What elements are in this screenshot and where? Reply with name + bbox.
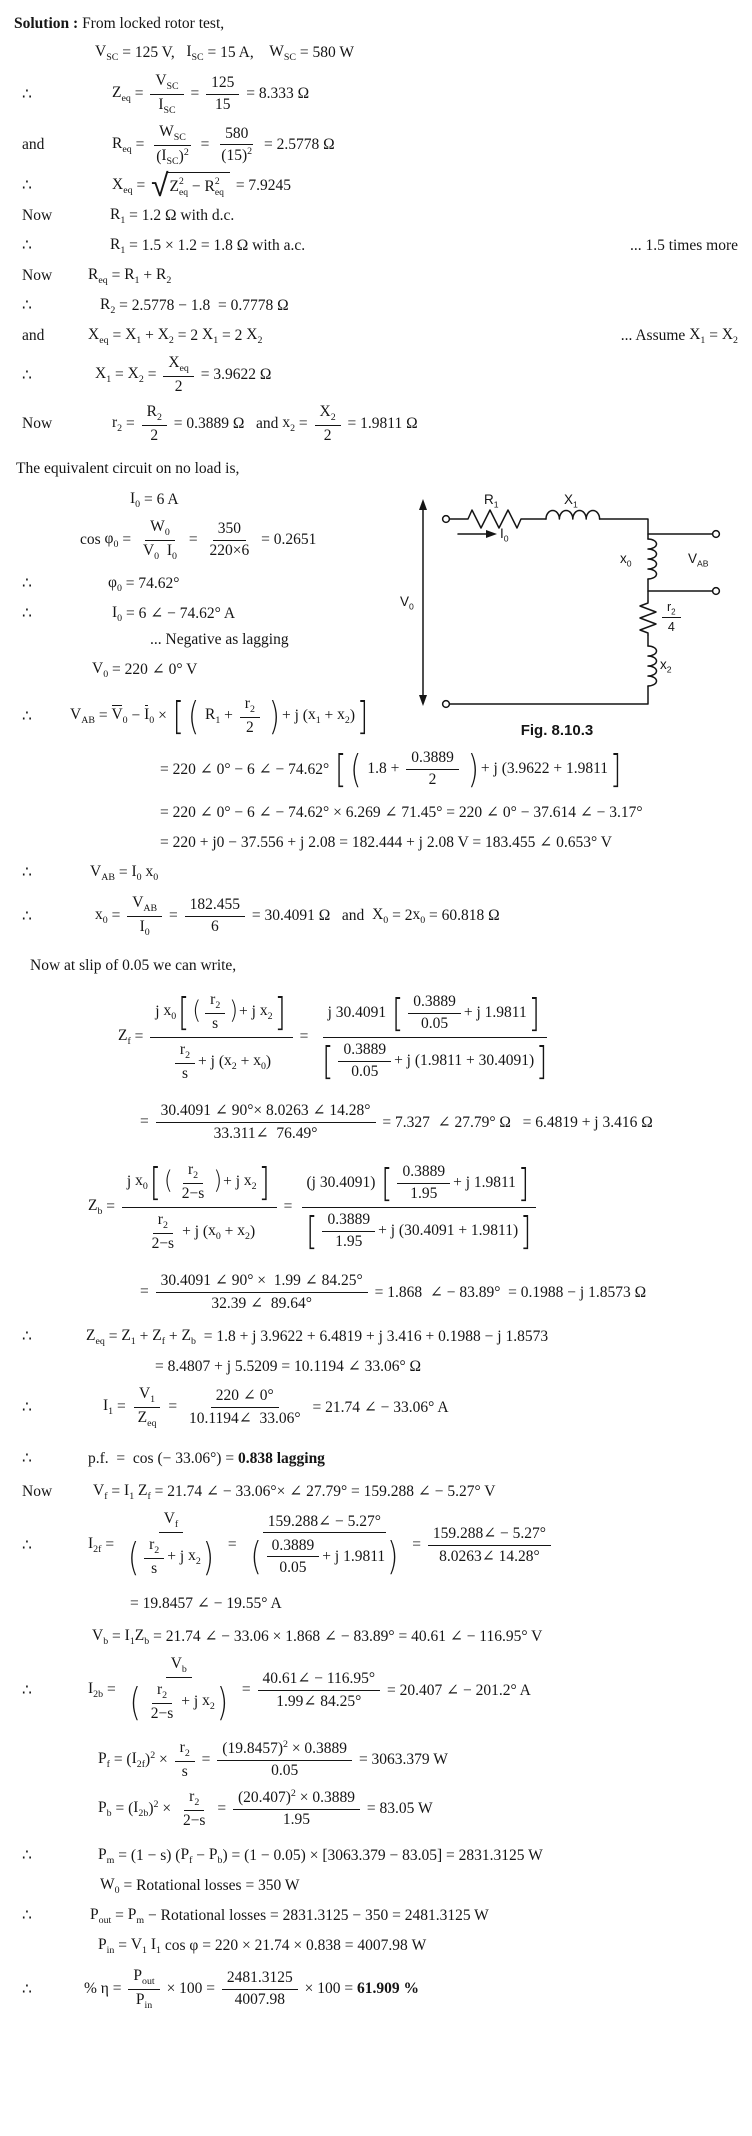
line-marker: and: [22, 136, 45, 154]
solution-line-6: [0, 232, 752, 259]
solution-line-31: [0, 1353, 752, 1380]
line-marker: Now: [22, 1482, 53, 1500]
line-content: $x_0$ = $\frac{V_{AB}}{I_0}$ = $\frac{182.455}{6}$ = 30.4091 Ω and $X_0$ = 2 $x_0$ = 60.818 Ω: [95, 894, 500, 939]
solution-line-3: [0, 121, 752, 169]
line-content: $I_1$ = $\frac{V_1}{Z_{eq}}$ = $\frac{220 \angle 0^\circ}{10.1194\angle 33.06^\circ}$ = 21.74 ∠ − 33.06° A: [103, 1385, 449, 1430]
line-content: $V_0$ = 220 ∠ 0° V: [92, 659, 198, 680]
solution-line-9: [0, 322, 752, 349]
inductor-x2: [648, 646, 657, 686]
line-content: $I_{2b}$ = $V_b$ ( $\frac{r_2}{2-s}$ + j $x_2$ ) = $\frac{40.61\angle - 116.95^\circ}{1.99\angle 84.25^\circ}$ = 20.407 ∠ − 201.2° A: [88, 1655, 531, 1725]
solution-line-4: [0, 168, 752, 205]
line-content: = 8.4807 + j 5.5209 = 10.1194 ∠ 33.06° Ω: [155, 1358, 422, 1376]
line-content: $\varphi_0$ = 74.62°: [108, 573, 180, 594]
solution-line-21: [0, 799, 752, 826]
line-content: % η = $\frac{P_{out}}{P_{in}}$ × 100 = $\frac{2481.3125}{4007.98}$ × 100 = 61.909 %: [84, 1967, 420, 2012]
line-content: $V_{AB}$ = $V_0$ − $I_0$ × [ ( $R_1$ + $\frac{r_2}{2}$ ) + j ( $x_1$ + $x_2$ ) ]: [70, 693, 369, 739]
line-marker: ∴: [22, 85, 32, 103]
line-content: $P_m$ = (1 − s) ( $P_f$ − $P_b$ ) = (1 − 0.05) × [3063.379 − 83.05] = 2831.3125 W: [98, 1845, 543, 1866]
line-content: $P_{in}$ = $V_1$ $I_1$ cos φ = 220 × 21.74 × 0.838 = 4007.98 W: [98, 1935, 427, 1956]
inductor-x1: [546, 511, 600, 520]
solution-line-44: [0, 1932, 752, 1959]
terminal-top-left: [443, 516, 450, 523]
line-content: $Z_f$ = j $x_0$ [ ( $\frac{r_2}{s}$ ) + j $x_2$ ] $\frac{r_2}{s}$ + j ( $x_2$ + $x_0$ ) = j 30.4091 [ $\frac{0.3889}{0.05}$ + j 1.9811 ] [ $\frac{0.3889}{0.05}$ + j (1.9811 + 30.4091) ]: [118, 989, 548, 1084]
line-marker: ∴: [22, 907, 32, 925]
i0-arrowhead: [486, 530, 497, 538]
solution-line-24: [0, 892, 752, 940]
line-marker: Now: [22, 206, 53, 224]
line-marker: ∴: [22, 366, 32, 384]
line-marker: ∴: [22, 1536, 32, 1554]
line-marker: ∴: [22, 1398, 32, 1416]
line-marker: ∴: [22, 237, 32, 255]
line-marker: ∴: [22, 575, 32, 593]
solution-line-10: [0, 352, 752, 398]
solution-line-43: [0, 1902, 752, 1929]
line-content: = $\frac{30.4091 \angle 90^\circ \times 1.99 \angle 84.25^\circ}{32.39 \angle 89.64^\circ}$ = 1.868 ∠ − 83.89° = 0.1988 − j 1.8573 Ω: [140, 1272, 647, 1313]
equivalent-circuit-figure: [398, 494, 730, 748]
label-r1: $R_1$: [484, 492, 499, 510]
line-marker: ∴: [22, 1847, 32, 1865]
solution-line-7: [0, 262, 752, 289]
solution-line-33: [0, 1445, 752, 1472]
solution-line-42: [0, 1872, 752, 1899]
solution-line-30: [0, 1323, 752, 1350]
label-r2by4: $\frac{r_2}{4}$: [660, 600, 683, 634]
resistor-r2by4: [640, 601, 656, 635]
solution-line-25: [0, 952, 752, 979]
line-content: = 19.8457 ∠ − 19.55° A: [130, 1595, 282, 1613]
line-content: $V_b$ = $I_1$ $Z_b$ = 21.74 ∠ − 33.06 × 1.868 ∠ − 83.89° = 40.61 ∠ − 116.95° V: [92, 1626, 543, 1647]
inductor-x0: [648, 539, 657, 579]
solution-line-37: [0, 1623, 752, 1650]
bottom-wire: [446, 686, 648, 704]
label-x1: $X_1$: [564, 492, 578, 510]
line-marker: ∴: [22, 605, 32, 623]
line-content: p.f. = cos (− 33.06°) = 0.838 lagging: [88, 1449, 325, 1467]
line-content: $I_{2f}$ = $V_f$ ( $\frac{r_2}{s}$ + j $x_2$ ) = 159.288∠ − 5.27° ( $\frac{0.3889}{0.05}$ + j 1.9811 ) = $\frac{159.288\angle - 5.27^\circ}{8.0263\angle 14.28^\circ}$: [0, 1508, 554, 1582]
line-marker: ∴: [22, 1328, 32, 1346]
line-content: $X_1$ = $X_2$ = $\frac{X_{eq}}{2}$ = 3.9622 Ω: [95, 354, 272, 396]
line-content: = $\frac{30.4091 \angle 90^\circ\times 8.0263 \angle 14.28^\circ}{33.311\angle 76.49^\circ}$ = 7.327 ∠ 27.79° Ω = 6.4819 + j 3.416 Ω: [140, 1102, 653, 1143]
solution-line-27: [0, 1099, 752, 1145]
solution-line-0: [0, 10, 752, 37]
line-content: $R_{eq}$ = $R_1$ + $R_2$: [88, 265, 172, 286]
line-content: $P_{out}$ = $P_m$ − Rotational losses = 2831.3125 − 350 = 2481.3125 W: [90, 1905, 489, 1926]
line-content: $P_f$ = ( $I_{2f}$ ) $^2$ × $\frac{r_2}{s}$ = (19.8457) $^2$ × 0.3889 0.05 = 3063.379 W: [98, 1739, 448, 1781]
terminal-b: [713, 588, 720, 595]
terminal-bottom-left: [443, 701, 450, 708]
solution-line-36: [0, 1590, 752, 1617]
terminal-a: [713, 531, 720, 538]
line-content: $W_0$ = Rotational losses = 350 W: [100, 1875, 300, 1896]
solution-line-38: [0, 1653, 752, 1727]
line-content: $R_1$ = 1.5 × 1.2 = 1.8 Ω with a.c.: [110, 235, 306, 256]
line-marker: ∴: [22, 1681, 32, 1699]
line-content: Now at slip of 0.05 we can write,: [30, 956, 237, 974]
solution-line-12: [0, 455, 752, 482]
solution-line-11: [0, 401, 752, 447]
v0-arrowhead-down: [419, 695, 427, 706]
solution-line-23: [0, 859, 752, 886]
line-content: $X_{eq}$ = $X_1$ + $X_2$ = 2 $X_1$ = 2 $X_2$: [88, 325, 263, 346]
line-content: = 220 ∠ 0° − 6 ∠ − 74.62° × 6.269 ∠ 71.45° = 220 ∠ 0° − 37.614 ∠ − 3.17°: [160, 804, 643, 822]
line-content: = 220 ∠ 0° − 6 ∠ − 74.62° [ ( 1.8 + $\frac{0.3889}{2}$ ) + j (3.9622 + 1.9811 ]: [160, 746, 622, 792]
solution-line-45: [0, 1965, 752, 2013]
label-i0: $I_0$: [500, 526, 509, 544]
line-marker: ∴: [22, 1450, 32, 1468]
label-v0: $V_0$: [400, 594, 414, 612]
solution-line-41: [0, 1842, 752, 1869]
line-content: $Z_{eq}$ = $\frac{V_{SC}}{I_{SC}}$ = $\frac{125}{15}$ = 8.333 Ω: [112, 72, 310, 117]
line-marker: ∴: [22, 177, 32, 195]
line-marker: ∴: [22, 297, 32, 315]
label-x2: $x_2$: [660, 657, 672, 675]
line-marker: ∴: [22, 1980, 32, 1998]
solution-line-28: [0, 1157, 752, 1257]
solution-line-22: [0, 829, 752, 856]
solution-line-26: [0, 987, 752, 1087]
label-x0: $x_0$: [620, 551, 632, 569]
solution-line-20: [0, 747, 752, 791]
line-marker: Now: [22, 415, 53, 433]
line-content: $I_0$ = 6 ∠ − 74.62° A: [112, 603, 236, 624]
solution-line-5: [0, 202, 752, 229]
top-wire-right: [600, 519, 648, 539]
solution-line-34: [0, 1478, 752, 1505]
solution-line-32: [0, 1383, 752, 1431]
line-content: $V_f$ = $I_1$ $Z_f$ = 21.74 ∠ − 33.06°× ∠ 27.79° = 159.288 ∠ − 5.27° V: [93, 1481, 496, 1502]
line-content: $Z_b$ = j $x_0$ [ ( $\frac{r_2}{2-s}$ ) + j $x_2$ ] $\frac{r_2}{2-s}$ + j ( $x_0$ + $x_2$ ) = (j 30.4091) [ $\frac{0.3889}{1.95}$ + j 1.9811 ] [ $\frac{0.3889}{1.95}$ + j (30.4091 + 1.9811) ]: [0, 1157, 541, 1257]
line-content: $V_{AB}$ = $I_0$ $x_0$: [90, 862, 159, 883]
solution-line-35: [0, 1508, 752, 1582]
top-wire-resistor: [446, 510, 546, 528]
line-content: The equivalent circuit on no load is,: [16, 459, 240, 477]
line-marker: and: [22, 326, 45, 344]
line-content: $R_1$ = 1.2 Ω with d.c.: [110, 205, 235, 226]
line-content: $P_b$ = ( $I_{2b}$ ) $^2$ × $\frac{r_2}{2-s}$ = (20.407) $^2$ × 0.3889 1.95 = 83.05 W: [98, 1788, 433, 1830]
line-content: $Z_{eq}$ = $Z_1$ + $Z_f$ + $Z_b$ = 1.8 + j 3.9622 + 6.4819 + j 3.416 + 0.1988 − j 1.8573: [86, 1326, 549, 1347]
line-note: ... 1.5 times more: [629, 236, 738, 254]
line-marker: ∴: [22, 1907, 32, 1925]
figure-caption: Fig. 8.10.3: [520, 722, 594, 739]
line-marker: Now: [22, 266, 53, 284]
line-content: $R_2$ = 2.5778 − 1.8 = 0.7778 Ω: [100, 295, 289, 316]
solution-line-40: [0, 1786, 752, 1832]
line-note: ... Assume $X_1$ = $X_2$: [620, 325, 738, 346]
line-content: = 220 + j0 − 37.556 + j 2.08 = 182.444 + j 2.08 V = 183.455 ∠ 0.653° V: [160, 834, 612, 852]
line-content: ... Negative as lagging: [150, 630, 289, 648]
line-content: $X_{eq}$ = √ Z 2 eq − R 2 eq = 7.9245: [112, 168, 292, 205]
solution-line-1: [0, 40, 752, 67]
line-content: cos $\varphi_0$ = $W_0$ $V_0$ $I_0$ = $\frac{350}{220\times 6}$ = 0.2651: [80, 518, 317, 563]
line-content: $r_2$ = $\frac{R_2}{2}$ = 0.3889 Ω and $x_2$ = $\frac{X_2}{2}$ = 1.9811 Ω: [112, 403, 418, 445]
line-content: $R_{eq}$ = $W_{SC}$ ( $I_{SC}$ ) $^2$ = 580 (15) $^2$ = 2.5778 Ω: [112, 123, 335, 168]
solution-line-29: [0, 1269, 752, 1315]
line-content: $I_0$ = 6 A: [130, 489, 179, 510]
v0-arrowhead-up: [419, 499, 427, 510]
solution-line-2: [0, 70, 752, 118]
label-vab: $V_{AB}$: [688, 551, 709, 569]
solution-line-39: [0, 1737, 752, 1783]
line-content: Solution : From locked rotor test,: [14, 14, 225, 32]
line-marker: ∴: [22, 864, 32, 882]
line-content: $V_{SC}$ = 125 V, $I_{SC}$ = 15 A, $W_{SC}$ = 580 W: [95, 43, 354, 64]
solution-line-8: [0, 292, 752, 319]
line-marker: ∴: [22, 707, 32, 725]
